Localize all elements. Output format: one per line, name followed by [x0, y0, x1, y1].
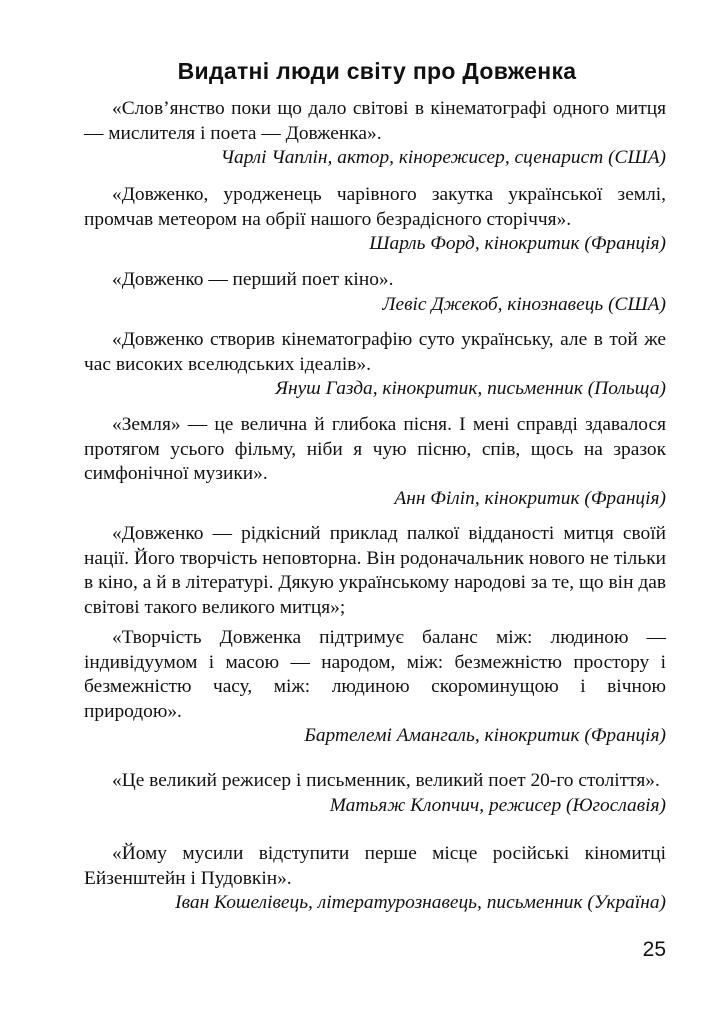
- quote-author: Чарлі Чаплін, актор, кінорежисер, сценарист (США): [220, 147, 666, 168]
- quote-entry: [84, 769, 666, 818]
- quote-text: «Довженко — рідкісний приклад палкої відданості митця своїй нації. Його творчість неповторна. Він родоначальник нового не тільки в кіно, а й в літературі. Дякую українському народові за те, що він дав світові такого великого митця»;: [84, 523, 666, 618]
- quote-text: «Довженко — перший поет кіно».: [112, 269, 394, 290]
- quote-author: Анн Філіп, кінокритик (Франція): [394, 487, 666, 509]
- quote-entry: [84, 842, 666, 916]
- quote-author: Шарль Форд, кінокритик (Франція): [369, 233, 666, 254]
- quote-author: Левіс Джекоб, кінознавець (США): [382, 293, 666, 315]
- quote-text: «Слов’янство поки що дало світові в кінематографі одного митця — мислителя і поета — Довженка».: [84, 98, 666, 144]
- quote-text: «Це великий режисер і письменник, великий поет 20-го століття».: [112, 770, 660, 791]
- quote-author: Матьяж Клопчич, режисер (Югославія): [329, 794, 666, 816]
- quote-text: «Довженко створив кінематографію суто українську, але в той же час високих вселюдських ідеалів».: [84, 329, 666, 375]
- quote-entry: [84, 183, 666, 257]
- quote-text: «Творчість Довженка підтримує баланс між: людиною — індивідуумом і масою — народом, між: безмежністю простору і безмежністю часу, між: людиною скороминущою і вічною природою».: [84, 627, 666, 722]
- quote-author: Іван Кошелівець, літературознавець, письменник (Україна): [175, 892, 666, 913]
- quote-text: «Земля» — це велична й глибока пісня. І мені справді здавалося протягом усього фільму, ніби я чую пісню, спів, щось на зразок симфонічної музики».: [84, 414, 666, 484]
- page-title: Видатні люди світу про Довженка: [177, 58, 577, 84]
- quote-entry: [84, 268, 666, 317]
- quote-entry: [84, 413, 666, 511]
- quote-entry: [84, 97, 666, 171]
- quote-text: «Йому мусили відступити перше місце російські кіномитці Ейзенштейн і Пудовкін».: [84, 843, 666, 889]
- quote-author: Бартелемі Амангаль, кінокритик (Франція): [304, 725, 666, 746]
- quote-entry: [84, 522, 666, 620]
- page-number: 25: [642, 938, 666, 961]
- quote-author: Януш Газда, кінокритик, письменник (Польща): [275, 378, 666, 399]
- quote-entry: [84, 626, 666, 749]
- quote-text: «Довженко, уродженець чарівного закутка української землі, промчав метеором на обрії нашого безрадісного сторіччя».: [84, 184, 666, 230]
- quote-entry: [84, 328, 666, 402]
